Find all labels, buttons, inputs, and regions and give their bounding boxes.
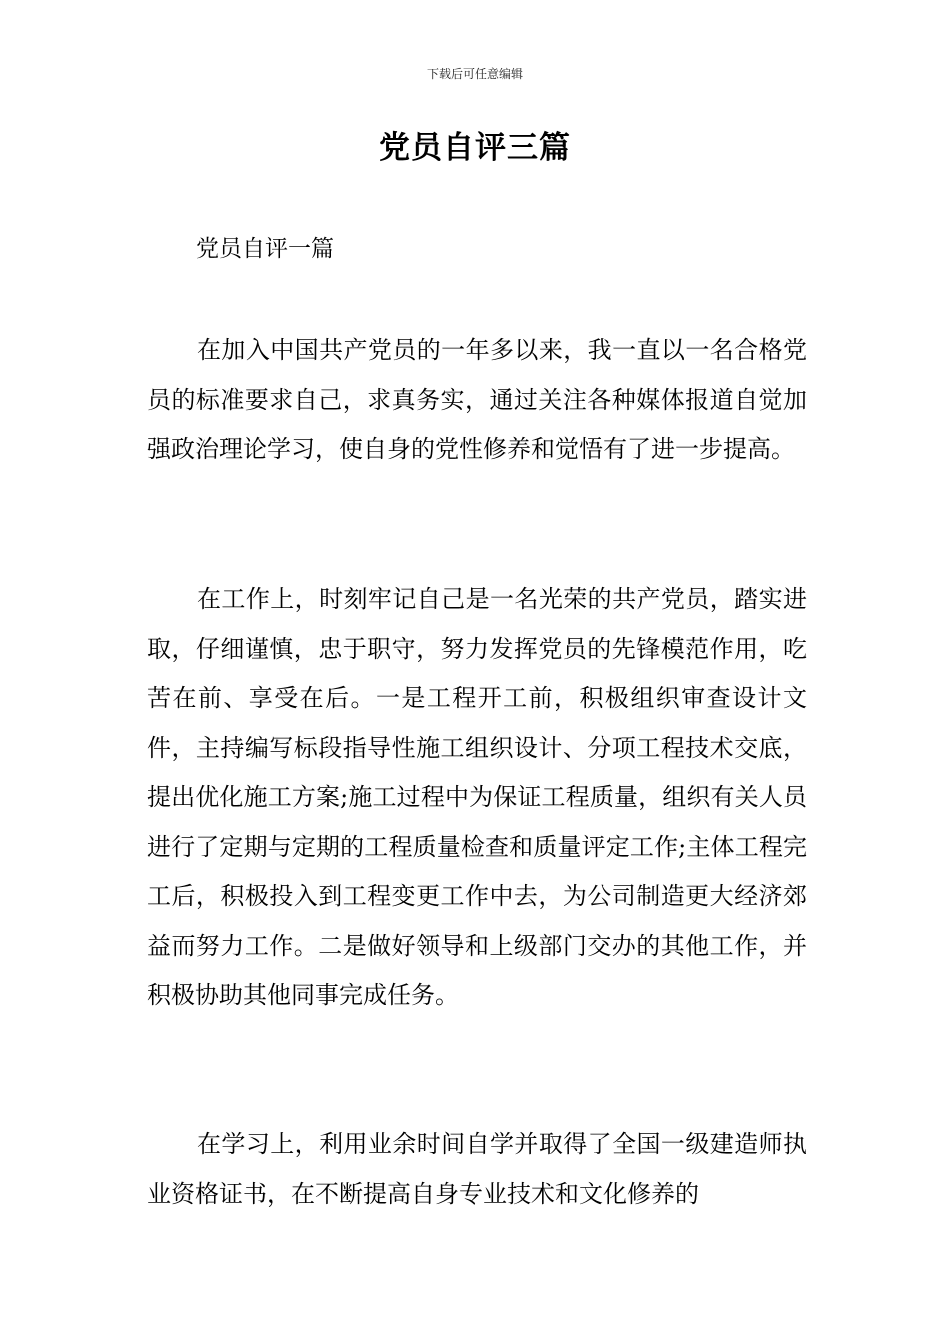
header-note: 下载后可任意编辑	[426, 67, 523, 81]
document-title: 党员自评三篇	[379, 130, 571, 166]
section-heading: 党员自评一篇	[196, 236, 334, 262]
body-paragraph-3: 在学习上，利用业余时间自学并取得了全国一级建造师执业资格证书，在不断提高自身专业技术和文化修养的	[147, 1130, 807, 1208]
body-paragraph-1: 在加入中国共产党员的一年多以来，我一直以一名合格党员的标准要求自己，求真务实，通过关注各种媒体报道自觉加强政治理论学习，使自身的党性修养和觉悟有了进一步提高。	[147, 336, 807, 463]
body-paragraph-2: 在工作上，时刻牢记自己是一名光荣的共产党员，踏实进取，仔细谨慎，忠于职守，努力发挥党员的先锋模范作用，吃苦在前、享受在后。一是工程开工前，积极组织审查设计文件，主持编写标段指导性施工组织设计、分项工程技术交底，提出优化施工方案;施工过程中为保证工程质量，组织有关人员进行了定期与定期的工程质量检查和质量评定工作;主体工程完工后，积极投入到工程变更工作中去，为公司制造更大经济郊益而努力工作。二是做好领导和上级部门交办的其他工作，并积极协助其他同事完成任务。	[147, 585, 807, 1009]
